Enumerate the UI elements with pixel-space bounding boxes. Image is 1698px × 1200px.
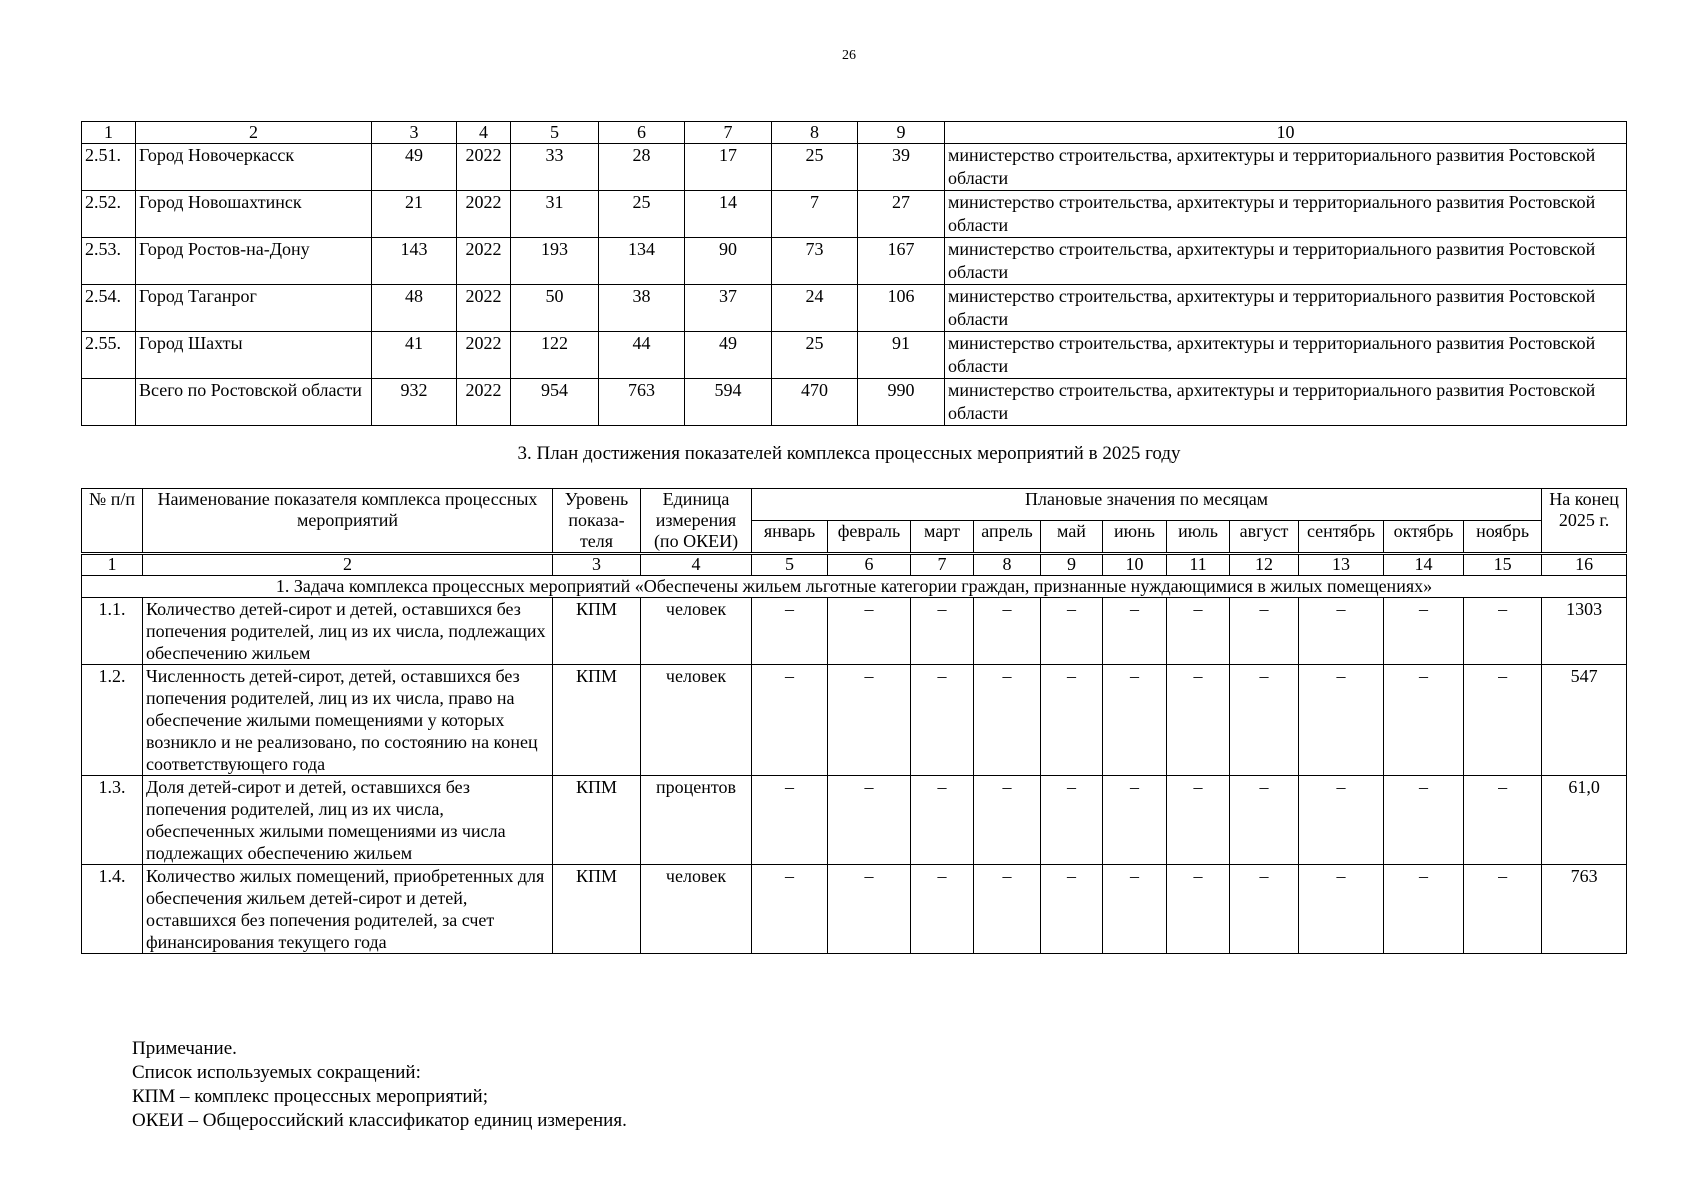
cell-value: 48	[372, 285, 457, 332]
municipality-name: Город Шахты	[136, 332, 372, 379]
responsible-body: министерство строительства, архитектуры и территориального развития Ростовской области	[945, 332, 1627, 379]
row-number: 1.4.	[82, 865, 143, 954]
cell-value: 28	[599, 144, 685, 191]
column-number: 1	[82, 122, 136, 144]
month-header: февраль	[828, 520, 911, 553]
indicator-name: Количество жилых помещений, приобретенных для обеспечения жильем детей-сирот и детей, оставшихся без попечения родителей, за счет финансирования текущего года	[143, 865, 553, 954]
cell-value: 763	[599, 379, 685, 426]
indicator-level: КПМ	[553, 598, 641, 665]
cell-value: 31	[511, 191, 599, 238]
monthly-value: –	[828, 598, 911, 665]
cell-year: 2022	[457, 379, 511, 426]
column-numbers-row	[82, 554, 1627, 576]
month-header: сентябрь	[1299, 520, 1384, 553]
note-item: ОКЕИ – Общероссийский классификатор единиц измерения.	[132, 1110, 627, 1131]
monthly-value: –	[1103, 776, 1167, 865]
responsible-body: министерство строительства, архитектуры и территориального развития Ростовской области	[945, 238, 1627, 285]
cell-value: 33	[511, 144, 599, 191]
month-header: ноябрь	[1464, 520, 1542, 553]
cell-year: 2022	[457, 285, 511, 332]
monthly-value: –	[911, 665, 974, 776]
municipality-name: Город Ростов-на-Дону	[136, 238, 372, 285]
table-row	[82, 144, 1627, 191]
cell-value: 90	[685, 238, 772, 285]
monthly-value: –	[1384, 865, 1464, 954]
row-number: 2.55.	[82, 332, 136, 379]
monthly-value: –	[1230, 776, 1299, 865]
cell-value: 932	[372, 379, 457, 426]
monthly-value: –	[828, 665, 911, 776]
cell-value: 594	[685, 379, 772, 426]
monthly-value: –	[1041, 776, 1103, 865]
monthly-value: –	[752, 665, 828, 776]
column-number: 10	[1103, 554, 1167, 576]
cell-value: 990	[858, 379, 945, 426]
month-header: июль	[1167, 520, 1230, 553]
column-number: 6	[599, 122, 685, 144]
column-number: 13	[1299, 554, 1384, 576]
month-header: октябрь	[1384, 520, 1464, 553]
monthly-value: –	[911, 865, 974, 954]
column-number: 3	[372, 122, 457, 144]
monthly-value: –	[1103, 598, 1167, 665]
header-end-of-year: На конец 2025 г.	[1542, 489, 1627, 554]
cell-value: 17	[685, 144, 772, 191]
cell-value: 25	[599, 191, 685, 238]
monthly-value: –	[1299, 598, 1384, 665]
unit: человек	[641, 598, 752, 665]
month-header: июнь	[1103, 520, 1167, 553]
unit: человек	[641, 865, 752, 954]
cell-value: 73	[772, 238, 858, 285]
municipality-name: Всего по Ростовской области	[136, 379, 372, 426]
table-row	[82, 238, 1627, 285]
column-number: 8	[772, 122, 858, 144]
monthly-value: –	[1230, 665, 1299, 776]
month-header: март	[911, 520, 974, 553]
month-header: январь	[752, 520, 828, 553]
cell-value: 134	[599, 238, 685, 285]
monthly-value: –	[974, 665, 1041, 776]
monthly-value: –	[1230, 598, 1299, 665]
notes-list-title: Список используемых сокращений:	[132, 1062, 421, 1083]
header-monthly: Плановые значения по месяцам	[752, 489, 1542, 521]
monthly-value: –	[1464, 776, 1542, 865]
cell-year: 2022	[457, 191, 511, 238]
monthly-value: –	[752, 776, 828, 865]
monthly-value: –	[1384, 776, 1464, 865]
monthly-value: –	[1167, 865, 1230, 954]
monthly-value: –	[1384, 665, 1464, 776]
column-number: 2	[143, 554, 553, 576]
row-number: 2.52.	[82, 191, 136, 238]
cell-value: 49	[685, 332, 772, 379]
cell-value: 470	[772, 379, 858, 426]
monthly-value: –	[1041, 598, 1103, 665]
month-header: август	[1230, 520, 1299, 553]
indicator-name: Численность детей-сирот, детей, оставшихся без попечения родителей, лиц из их числа, право на обеспечение жилыми помещениями у которых возникло и не реализовано, по состоянию на конец соответствующего года	[143, 665, 553, 776]
monthly-value: –	[752, 598, 828, 665]
monthly-value: –	[1167, 598, 1230, 665]
section-title: 3. План достижения показателей комплекса процессных мероприятий в 2025 году	[517, 443, 1181, 464]
month-header: май	[1041, 520, 1103, 553]
column-number: 5	[511, 122, 599, 144]
cell-year: 2022	[457, 238, 511, 285]
monthly-plan-table	[81, 488, 1627, 954]
monthly-value: –	[911, 776, 974, 865]
end-of-year-value: 547	[1542, 665, 1627, 776]
column-number: 6	[828, 554, 911, 576]
monthly-value: –	[1230, 865, 1299, 954]
monthly-value: –	[828, 776, 911, 865]
monthly-value: –	[752, 865, 828, 954]
cell-value: 193	[511, 238, 599, 285]
cell-value: 49	[372, 144, 457, 191]
cell-year: 2022	[457, 332, 511, 379]
monthly-value: –	[974, 776, 1041, 865]
monthly-value: –	[1041, 665, 1103, 776]
row-number: 1.3.	[82, 776, 143, 865]
table-header-row	[82, 122, 1627, 144]
cell-value: 27	[858, 191, 945, 238]
monthly-value: –	[974, 598, 1041, 665]
column-number: 11	[1167, 554, 1230, 576]
column-number: 14	[1384, 554, 1464, 576]
table-row	[82, 865, 1627, 954]
end-of-year-value: 1303	[1542, 598, 1627, 665]
indicator-name: Доля детей-сирот и детей, оставшихся без попечения родителей, лиц из их числа, обеспеченных жилыми помещениями из числа подлежащих обеспечению жильем	[143, 776, 553, 865]
monthly-value: –	[1299, 665, 1384, 776]
column-number: 15	[1464, 554, 1542, 576]
unit: человек	[641, 665, 752, 776]
indicator-level: КПМ	[553, 665, 641, 776]
column-number: 4	[641, 554, 752, 576]
column-number: 7	[685, 122, 772, 144]
monthly-value: –	[1464, 865, 1542, 954]
cell-value: 122	[511, 332, 599, 379]
row-number: 2.53.	[82, 238, 136, 285]
indicators-by-municipality-table	[81, 121, 1627, 426]
row-number: 1.1.	[82, 598, 143, 665]
indicator-level: КПМ	[553, 865, 641, 954]
monthly-value: –	[1464, 665, 1542, 776]
cell-value: 143	[372, 238, 457, 285]
header-level: Уровень показа-теля	[553, 489, 641, 554]
monthly-value: –	[1103, 865, 1167, 954]
cell-value: 41	[372, 332, 457, 379]
cell-value: 38	[599, 285, 685, 332]
table-row	[82, 598, 1627, 665]
indicator-level: КПМ	[553, 776, 641, 865]
cell-value: 25	[772, 332, 858, 379]
header-unit: Единица измерения (по ОКЕИ)	[641, 489, 752, 554]
column-number: 8	[974, 554, 1041, 576]
table-row	[82, 379, 1627, 426]
cell-value: 106	[858, 285, 945, 332]
monthly-value: –	[1299, 865, 1384, 954]
column-number: 5	[752, 554, 828, 576]
column-number: 7	[911, 554, 974, 576]
column-number: 10	[945, 122, 1627, 144]
table-header-row	[82, 489, 1627, 521]
responsible-body: министерство строительства, архитектуры и территориального развития Ростовской области	[945, 285, 1627, 332]
cell-value: 37	[685, 285, 772, 332]
cell-value: 21	[372, 191, 457, 238]
notes-title: Примечание.	[132, 1038, 237, 1059]
column-number: 9	[858, 122, 945, 144]
monthly-value: –	[1167, 665, 1230, 776]
responsible-body: министерство строительства, архитектуры и территориального развития Ростовской области	[945, 144, 1627, 191]
end-of-year-value: 61,0	[1542, 776, 1627, 865]
responsible-body: министерство строительства, архитектуры и территориального развития Ростовской области	[945, 191, 1627, 238]
cell-value: 50	[511, 285, 599, 332]
monthly-value: –	[911, 598, 974, 665]
end-of-year-value: 763	[1542, 865, 1627, 954]
monthly-value: –	[1464, 598, 1542, 665]
monthly-value: –	[1041, 865, 1103, 954]
cell-year: 2022	[457, 144, 511, 191]
cell-value: 25	[772, 144, 858, 191]
municipality-name: Город Новошахтинск	[136, 191, 372, 238]
month-header: апрель	[974, 520, 1041, 553]
cell-value: 91	[858, 332, 945, 379]
column-number: 9	[1041, 554, 1103, 576]
column-number: 12	[1230, 554, 1299, 576]
row-number: 1.2.	[82, 665, 143, 776]
municipality-name: Город Таганрог	[136, 285, 372, 332]
header-name: Наименование показателя комплекса процессных мероприятий	[143, 489, 553, 554]
monthly-value: –	[974, 865, 1041, 954]
header-num: № п/п	[82, 489, 143, 554]
table-row	[82, 665, 1627, 776]
monthly-value: –	[1384, 598, 1464, 665]
indicator-name: Количество детей-сирот и детей, оставшихся без попечения родителей, лиц из их числа, подлежащих обеспечению жильем	[143, 598, 553, 665]
column-number: 4	[457, 122, 511, 144]
unit: процентов	[641, 776, 752, 865]
row-number: 2.51.	[82, 144, 136, 191]
municipality-name: Город Новочеркасск	[136, 144, 372, 191]
note-item: КПМ – комплекс процессных мероприятий;	[132, 1086, 488, 1107]
cell-value: 44	[599, 332, 685, 379]
section-row	[82, 576, 1627, 598]
page-number: 26	[842, 48, 856, 63]
cell-value: 39	[858, 144, 945, 191]
table-row	[82, 776, 1627, 865]
row-number	[82, 379, 136, 426]
responsible-body: министерство строительства, архитектуры и территориального развития Ростовской области	[945, 379, 1627, 426]
row-number: 2.54.	[82, 285, 136, 332]
cell-value: 7	[772, 191, 858, 238]
column-number: 1	[82, 554, 143, 576]
monthly-value: –	[1299, 776, 1384, 865]
task-section-title: 1. Задача комплекса процессных мероприятий «Обеспечены жильем льготные категории граждан, признанные нуждающимися в жилых помещениях»	[82, 576, 1627, 598]
column-number: 2	[136, 122, 372, 144]
cell-value: 954	[511, 379, 599, 426]
cell-value: 167	[858, 238, 945, 285]
notes	[132, 1037, 627, 1133]
table-row	[82, 332, 1627, 379]
cell-value: 14	[685, 191, 772, 238]
monthly-value: –	[828, 865, 911, 954]
table-row	[82, 285, 1627, 332]
table-row	[82, 191, 1627, 238]
monthly-value: –	[1167, 776, 1230, 865]
column-number: 16	[1542, 554, 1627, 576]
column-number: 3	[553, 554, 641, 576]
monthly-value: –	[1103, 665, 1167, 776]
cell-value: 24	[772, 285, 858, 332]
